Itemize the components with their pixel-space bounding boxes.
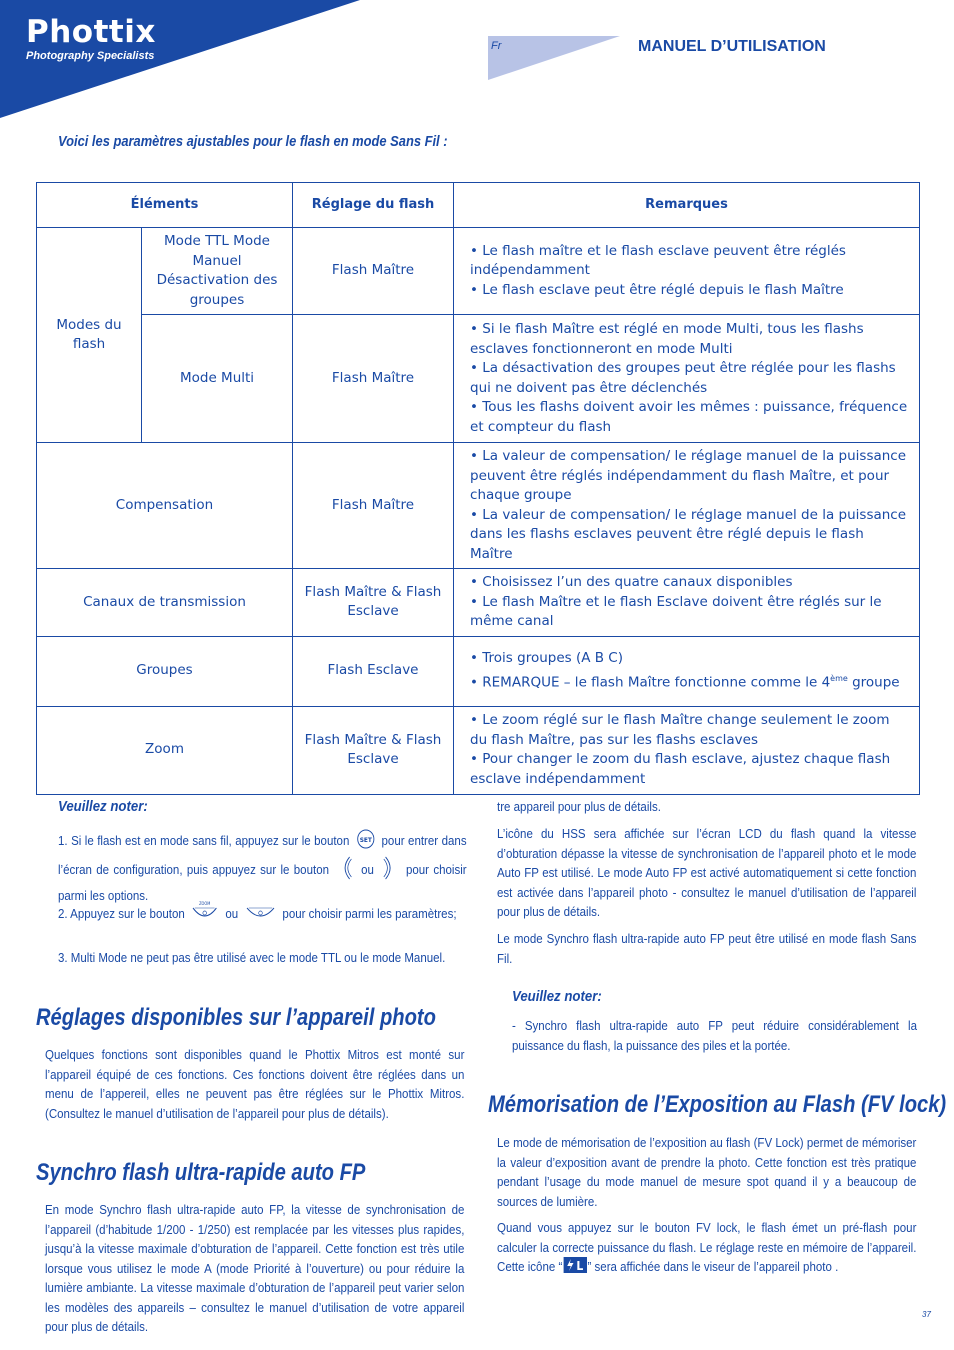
table-row [37, 443, 920, 569]
wireless-settings-table [36, 182, 920, 795]
row-element: Zoom [37, 706, 293, 794]
superscript: ème [830, 673, 848, 683]
row-element-modes: Modes du flash [37, 228, 142, 443]
hss-lcd-paragraph: L’icône du HSS sera affichée sur l’écran LCD du flash quand la vitesse d’obturation dépasse la vitesse de synchronisation de l’appareil photo et le mode Auto FP est utilisé. Le mode Auto FP est activé automatiquement si cette fonction est activée dans l’appareil photo - consultez le manuel d’utilisation de l’appareil pour plus de détails. [497, 826, 917, 919]
note-2-text-a: 2. Appuyez sur le bouton [58, 906, 185, 922]
note-1 [58, 829, 467, 906]
row-setting: Flash Maître & Flash Esclave [293, 569, 454, 637]
row-remarks: • Si le flash Maître est réglé en mode Multi, tous les flashs esclaves fonctionneront en mode Multi • La désactivation des groupes peut être réglée pour les flashs qui ne doivent pas être déclenchés • Tous les flashs doivent avoir les mêmes : puissance, fréquence et compteur du flash [454, 315, 920, 443]
table-row [37, 636, 920, 706]
left-arrow-button-icon [337, 855, 353, 887]
row-setting: Flash Maître & Flash Esclave [293, 706, 454, 794]
note-1-text-d: pour choisir parmi les options. [58, 861, 467, 903]
note-2-or: ou [225, 906, 239, 922]
row-remarks: • Choisissez l’un des quatre canaux disponibles • Le flash Maître et le flash Esclave doivent être réglés sur le même canal [454, 569, 920, 637]
note-2 [58, 900, 467, 930]
col-header-elements: Éléments [37, 183, 293, 228]
camera-settings-title: Réglages disponibles sur l’appareil photo [36, 1004, 436, 1031]
hss-body-continued: tre appareil pour plus de détails. [497, 799, 661, 814]
note-2-text-c: pour choisir parmi les paramètres; [282, 906, 457, 922]
fv-text-a: Quand vous appuyez sur le bouton FV lock, le flash émet un pré-flash pour calculer la correcte puissance du flash. Le réglage reste en mémoire de l’appareil. Cette icône “ [497, 1220, 917, 1275]
note-1-text-b: pour entrer dans l’écran de configuration, puis appuyez sur le bouton [58, 833, 467, 877]
fv-text-b: ” sera affichée dans le viseur de l’appareil photo . [587, 1259, 839, 1275]
row-sub-element: Mode TTL Mode Manuel Désactivation des groupes [142, 228, 293, 315]
row-sub-element: Mode Multi [142, 315, 293, 443]
table-row [37, 228, 920, 315]
table-row [37, 706, 920, 794]
fv-lock-icon [563, 1257, 586, 1279]
row-setting: Flash Esclave [293, 636, 454, 706]
set-button-icon [356, 829, 374, 855]
remarks-text-end: groupe [847, 674, 900, 691]
note-1-text-a: 1. Si le flash est en mode sans fil, appuyez sur le bouton [58, 833, 350, 849]
right-arrow-button-icon [382, 855, 398, 887]
hss-note: - Synchro flash ultra-rapide auto FP peut réduire considérablement la puissance du flash, la puissance des piles et la portée. [512, 1018, 917, 1053]
hss-wireless-paragraph: Le mode Synchro flash ultra-rapide auto FP peut être utilisé en mode flash Sans Fil. [497, 931, 917, 966]
hss-title: Synchro flash ultra-rapide auto FP [36, 1159, 366, 1186]
camera-settings-body: Quelques fonctions sont disponibles quand le Phottix Mitros est monté sur l’appareil équipé de ces fonctions. Ces fonctions doivent être réglées dans un menu de l’appereil, elles ne peuvent pas être réglées sur le Phottix Mitros. (Consultez le manuel d’utilisation de l’appareil pour plus de détails). [45, 1047, 465, 1121]
page-number: 37 [922, 1310, 931, 1319]
zoom-label: ZOOM [199, 900, 211, 907]
row-setting: Flash Maître [293, 228, 454, 315]
col-header-remarks: Remarques [454, 183, 920, 228]
zoom-button-icon [192, 900, 219, 930]
remarks-text: • Trois groupes (A B C) • REMARQUE – le flash Maître fonctionne comme le 4 [470, 650, 831, 691]
row-element: Canaux de transmission [37, 569, 293, 637]
row-element: Groupes [37, 636, 293, 706]
notes-heading: Veuillez noter: [58, 798, 148, 815]
table-row [37, 569, 920, 637]
fv-lock-title: Mémorisation de l’Exposition au Flash (FV lock) [488, 1091, 947, 1118]
set-label: SET [359, 836, 372, 845]
notes-heading-2: Veuillez noter: [512, 988, 602, 1005]
row-element: Compensation [37, 443, 293, 569]
note-1-or: ou [361, 861, 374, 877]
table-row [37, 315, 920, 443]
language-label: Fr [491, 40, 502, 52]
note-3: 3. Multi Mode ne peut pas être utilisé avec le mode TTL ou le mode Manuel. [58, 950, 446, 965]
row-remarks: • Le zoom réglé sur le flash Maître change seulement le zoom du flash Maître, pas sur les flashs esclaves • Pour changer le zoom du flash esclave, ajustez chaque flash esclave indépendamment [454, 706, 920, 794]
col-header-setting: Réglage du flash [293, 183, 454, 228]
fv-lock-paragraph-1: Le mode de mémorisation de l’exposition au flash (FV Lock) permet de mémoriser la valeur d’exposition avant de prendre la photo. Cette fonction est très pratique pendant l’usage du mode manuel de mesure spot quand il y a beaucoup de sources de lumière. [497, 1135, 917, 1209]
fv-icon-letter: L [575, 1258, 583, 1274]
intro-heading: Voici les paramètres ajustables pour le flash en mode Sans Fil : [58, 133, 448, 150]
phottix-logo: Phottix [26, 14, 156, 50]
hss-body: En mode Synchro flash ultra-rapide auto FP, la vitesse de synchronisation de l’appareil (d’habitude 1/200 - 1/250) est remplacée par les vitesses plus rapides, jusqu’à la vitesse maximale d’obturation de l’appareil. Cette fonction est très utile lorsque vous utilisez le mode A (mode Priorité à l’ouverture) ou pour réduire la lumière ambiante. La vitesse maximale d’obturation de l’appareil peut varier selon les modèles des appareils – consultez le manuel d’utilisation de votre appareil pour plus de détails. [45, 1202, 465, 1334]
language-tab-shape [488, 36, 620, 80]
row-remarks [454, 636, 920, 706]
logo-tagline: Photography Specialists [26, 50, 155, 62]
fv-lock-paragraph-2 [497, 1218, 916, 1279]
row-remarks: • La valeur de compensation/ le réglage manuel de la puissance peuvent être réglés indépendamment du flash Maître, et pour chaque groupe • La valeur de compensation/ le réglage manuel de la puissance dans les flashs esclaves peuvent être réglé depuis le flash Maître [454, 443, 920, 569]
manual-title: MANUEL D’UTILISATION [638, 38, 826, 55]
down-button-icon [245, 900, 276, 930]
row-setting: Flash Maître [293, 315, 454, 443]
table-header-row [37, 183, 920, 228]
row-setting: Flash Maître [293, 443, 454, 569]
row-remarks: • Le flash maître et le flash esclave peuvent être réglés indépendamment • Le flash esclave peut être réglé depuis le flash Maître [454, 228, 920, 315]
